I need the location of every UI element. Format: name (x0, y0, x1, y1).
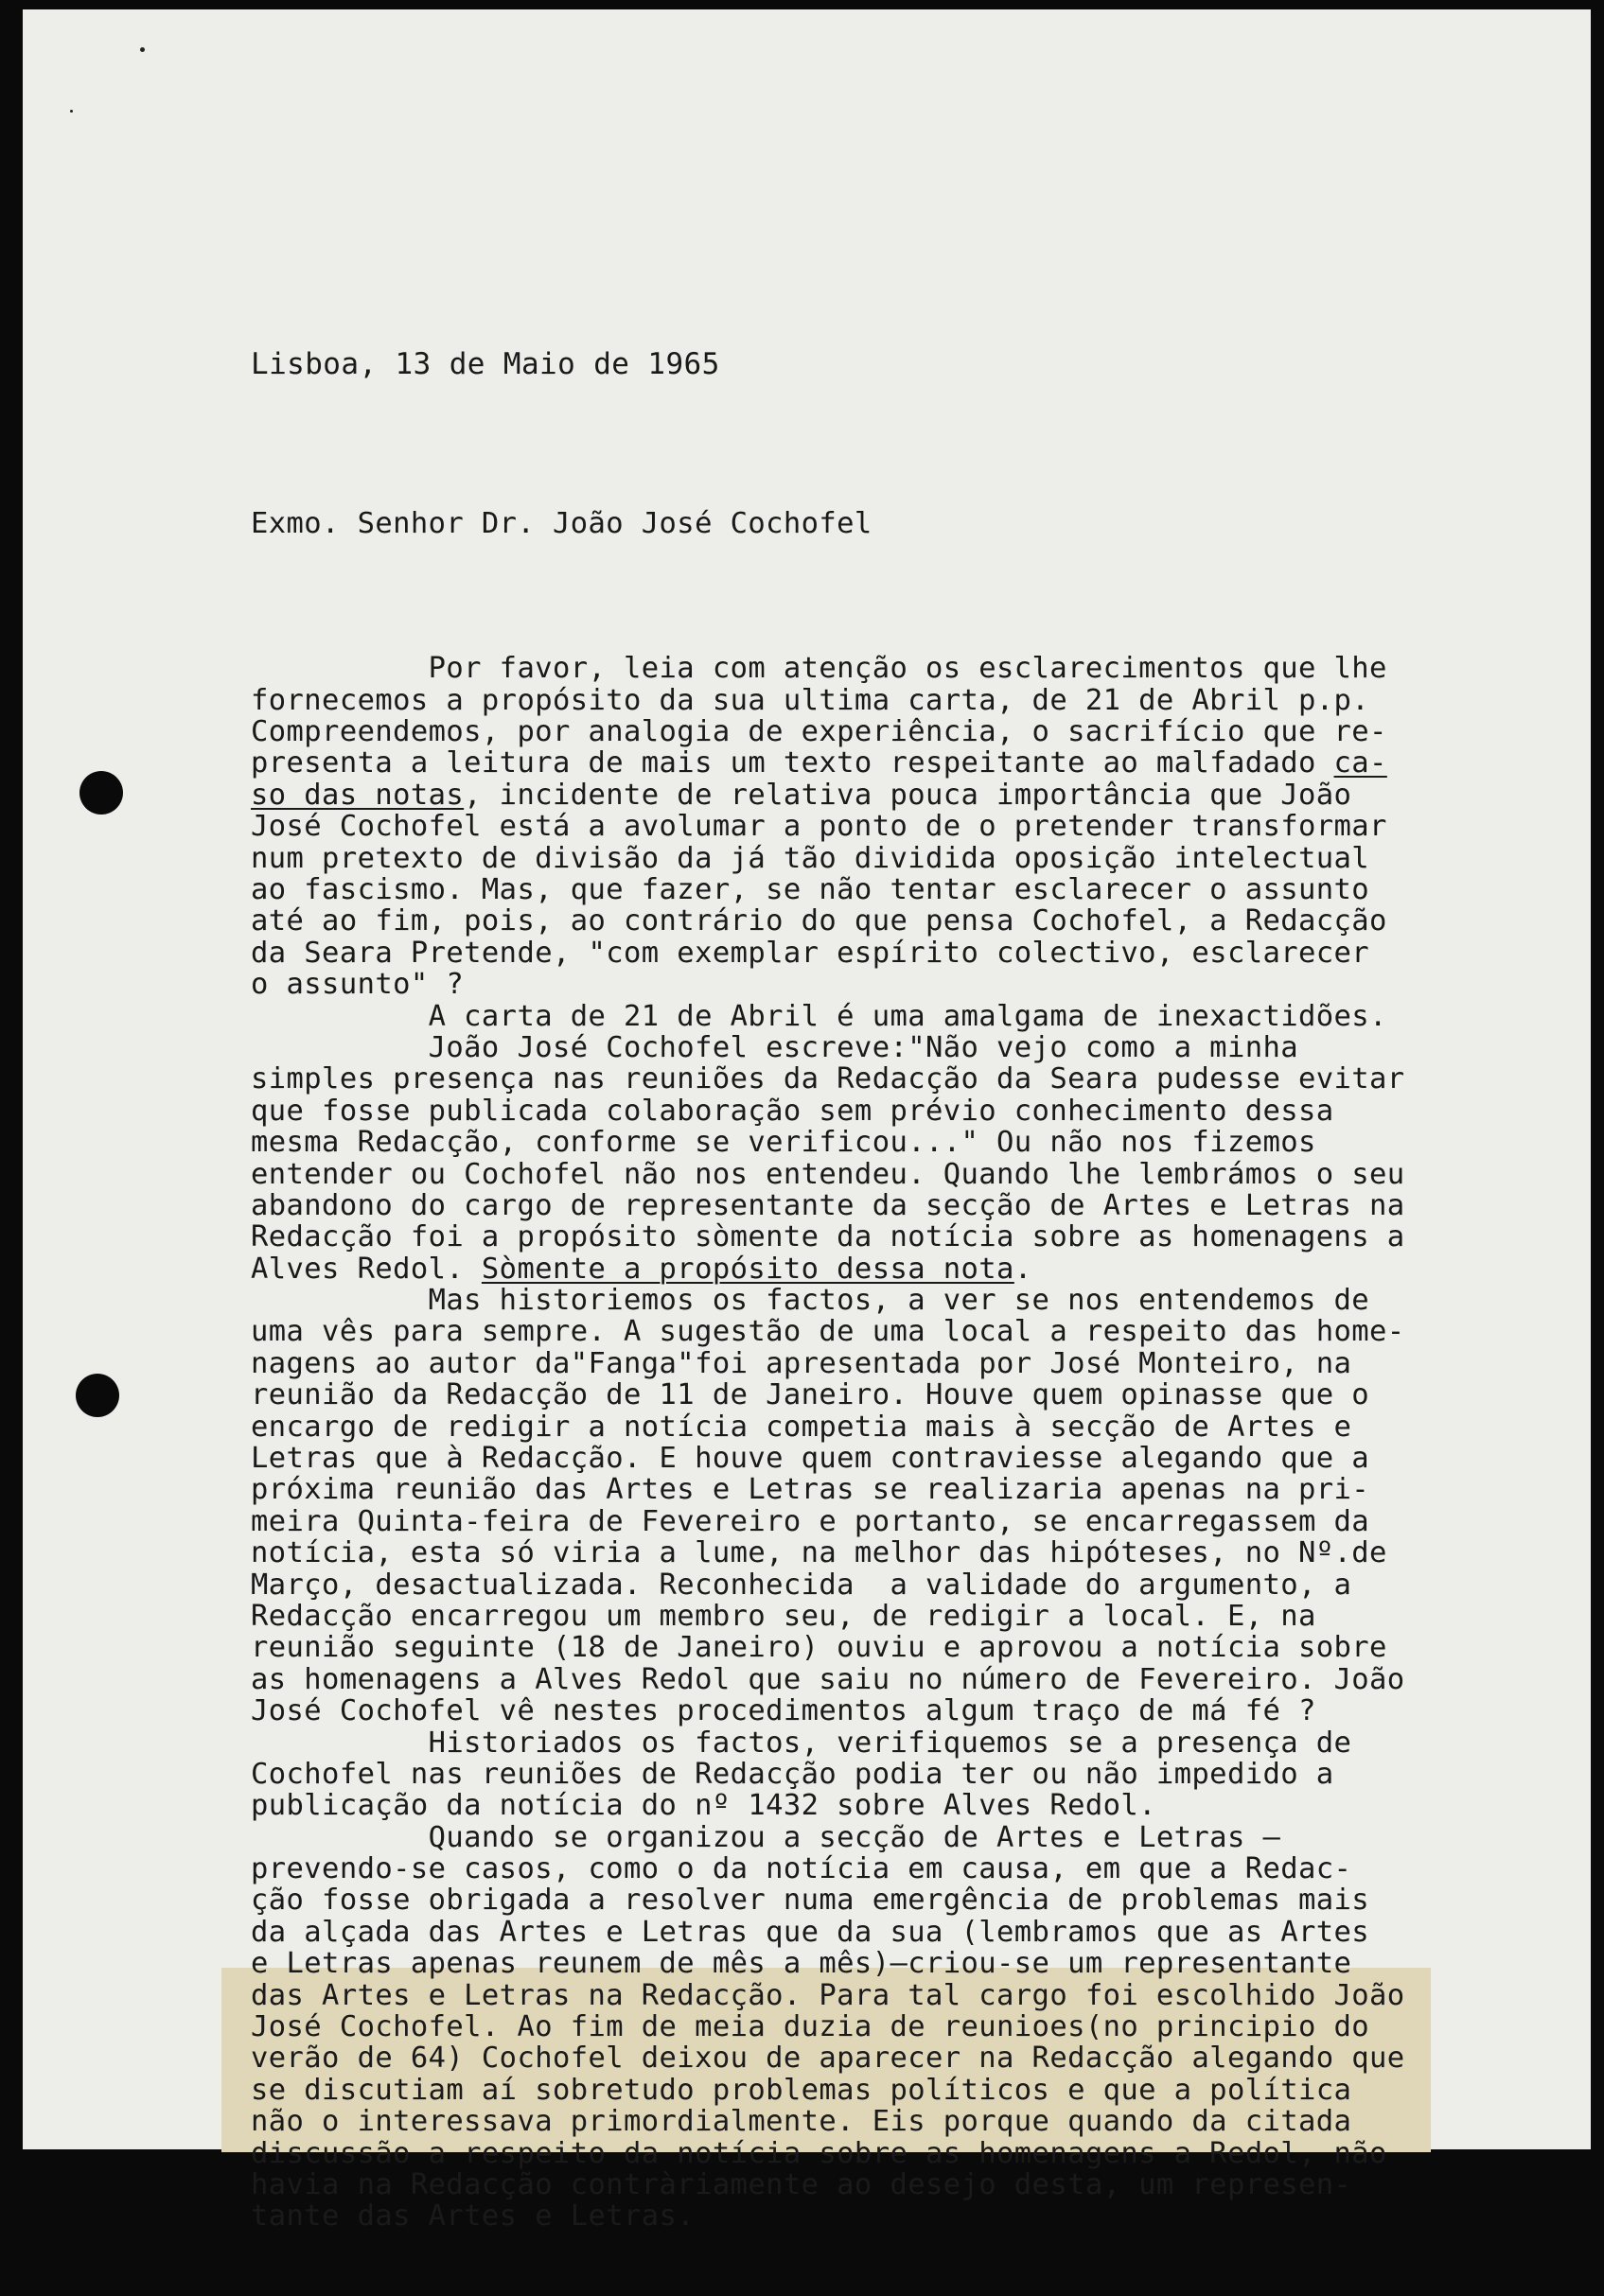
letter-line: das Artes e Letras na Redacção. Para tal cargo foi escolhido João (251, 1978, 1405, 2012)
letter-line: João José Cochofel escreve:"Não vejo como a minha (251, 1030, 1298, 1064)
letter-line: Por favor, leia com atenção os esclarecimentos que lhe (251, 652, 1387, 686)
letter-line: num pretexto de divisão da já tão dividida oposição intelectual (251, 841, 1370, 875)
letter-line: encargo de redigir a notícia competia mais à secção de Artes e (251, 1410, 1352, 1444)
letter-line: prevendo-se casos, como o da notícia em causa, em que a Redac- (251, 1852, 1352, 1886)
letter-line: abandono do cargo de representante da secção de Artes e Letras na (251, 1188, 1405, 1222)
letter-line: se discutiam aí sobretudo problemas políticos e que a política (251, 2073, 1352, 2107)
letter-line: publicação da notícia do nº 1432 sobre Alves Redol. (251, 1789, 1156, 1823)
letter-line: verão de 64) Cochofel deixou de aparecer na Redacção alegando que (251, 2042, 1405, 2076)
letter-line: até ao fim, pois, ao contrário do que pensa Cochofel, a Redacção (251, 904, 1387, 938)
letter-line: entender ou Cochofel não nos entendeu. Quando lhe lembrámos o seu (251, 1157, 1405, 1191)
letter-line: presenta a leitura de mais um texto respeitante ao malfadado ca- (251, 746, 1387, 780)
letter-line: o assunto" ? (251, 968, 465, 1002)
letter-line: Redacção foi a propósito sòmente da notícia sobre as homenagens a (251, 1220, 1405, 1254)
letter-line: simples presença nas reuniões da Redacção da Seara pudesse evitar (251, 1062, 1405, 1096)
letter-line: so das notas, incidente de relativa pouca importância que João (251, 778, 1352, 812)
letter-line: que fosse publicada colaboração sem prévio conhecimento dessa (251, 1094, 1334, 1128)
underlined-phrase: so das notas (251, 778, 465, 812)
letter-line: José Cochofel vê nestes procedimentos algum traço de má fé ? (251, 1694, 1316, 1728)
letter-line: da alçada das Artes e Letras que da sua (lembramos que as Artes (251, 1915, 1370, 1949)
letter-line: Compreendemos, por analogia de experiência, o sacrifício que re- (251, 715, 1387, 749)
letter-line: Mas historiemos os factos, a ver se nos entendemos de (251, 1284, 1370, 1318)
letter-line: não o interessava primordialmente. Eis porque quando da citada (251, 2105, 1352, 2139)
letter-line: José Cochofel está a avolumar a ponto de o pretender transformar (251, 810, 1387, 844)
letter-line: tante das Artes e Letras. (251, 2200, 696, 2234)
underlined-phrase: Sòmente a propósito dessa nota (481, 1252, 1014, 1286)
letter-line: próxima reunião das Artes e Letras se realizaria apenas na pri- (251, 1473, 1370, 1507)
letter-salutation: Exmo. Senhor Dr. João José Cochofel (251, 507, 873, 541)
letter-line: fornecemos a propósito da sua ultima carta, de 21 de Abril p.p. (251, 683, 1370, 717)
letter-line: notícia, esta só viria a lume, na melhor das hipóteses, no Nº.de (251, 1536, 1387, 1570)
letter-line: havia na Redacção contràriamente ao desejo desta, um represen- (251, 2168, 1352, 2201)
letter-line: e Letras apenas reunem de mês a mês)—criou-se um representante (251, 1947, 1352, 1981)
letter-line: uma vês para sempre. A sugestão de uma local a respeito das home- (251, 1315, 1405, 1349)
letter-line: discussão a respeito da notícia sobre as homenagens a Redol, não (251, 2136, 1387, 2170)
letter-body (251, 286, 1519, 2296)
letter-line: Letras que à Redacção. E houve quem contraviesse alegando que a (251, 1442, 1370, 1476)
ink-speck (70, 110, 73, 113)
letter-date: Lisboa, 13 de Maio de 1965 (251, 346, 720, 381)
letter-line: meira Quinta-feira de Fevereiro e portanto, se encarregassem da (251, 1504, 1370, 1538)
letter-line: José Cochofel. Ao fim de meia duzia de reunioes(no principio do (251, 2010, 1370, 2044)
letter-line: Cochofel nas reuniões de Redacção podia ter ou não impedido a (251, 1757, 1334, 1791)
punch-hole-bottom (76, 1374, 119, 1417)
letter-line: Quando se organizou a secção de Artes e Letras — (251, 1820, 1281, 1854)
letter-page (23, 9, 1591, 2234)
ink-speck (140, 47, 145, 52)
letter-line: mesma Redacção, conforme se verificou..." Ou não nos fizemos (251, 1126, 1316, 1160)
letter-line: ao fascismo. Mas, que fazer, se não tentar esclarecer o assunto (251, 872, 1370, 906)
letter-line: A carta de 21 de Abril é uma amalgama de inexactidões. (251, 999, 1387, 1033)
letter-line: Redacção encarregou um membro seu, de redigir a local. E, na (251, 1599, 1316, 1633)
letter-line: reunião da Redacção de 11 de Janeiro. Houve quem opinasse que o (251, 1378, 1370, 1412)
letter-line: as homenagens a Alves Redol que saiu no número de Fevereiro. João (251, 1662, 1405, 1696)
letter-line: Historiados os factos, verifiquemos se a presença de (251, 1726, 1352, 1760)
letter-line: Alves Redol. Sòmente a propósito dessa nota. (251, 1252, 1032, 1286)
underlined-phrase: ca- (1333, 746, 1387, 780)
letter-line: Março, desactualizada. Reconhecida a validade do argumento, a (251, 1568, 1352, 1602)
letter-line: da Seara Pretende, "com exemplar espírito colectivo, esclarecer (251, 936, 1370, 970)
letter-text (251, 653, 1519, 2233)
punch-hole-top (79, 771, 123, 815)
letter-line: nagens ao autor da"Fanga"foi apresentada por José Monteiro, na (251, 1346, 1352, 1380)
letter-line: ção fosse obrigada a resolver numa emergência de problemas mais (251, 1884, 1370, 1918)
letter-line: reunião seguinte (18 de Janeiro) ouviu e aprovou a notícia sobre (251, 1631, 1387, 1665)
